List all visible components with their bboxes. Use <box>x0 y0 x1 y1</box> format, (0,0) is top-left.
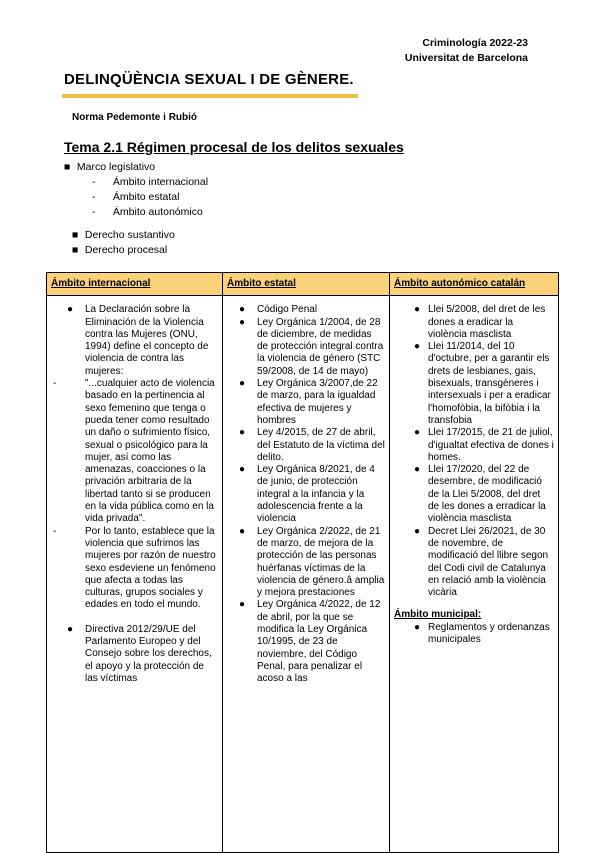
bullet-icon: ● <box>239 525 246 537</box>
outline-subitem-label: Ámbito autonómico <box>112 206 203 218</box>
bullet-icon: ● <box>239 464 246 476</box>
outline-subitem-label: Ámbito internacional <box>112 176 209 188</box>
outline-item-label: Marco legislativo <box>76 161 156 173</box>
dash-icon: - <box>92 206 96 218</box>
bullet-icon: ● <box>414 341 421 353</box>
bullet-icon: ● <box>414 525 421 537</box>
list-item: ● Llei 17/2015, de 21 de juliol, d'igualtat efectiva de dones i homes. <box>414 427 554 463</box>
bullet-icon: ● <box>414 427 421 439</box>
list-item: ● Decret Llei 26/2021, de 30 de novembre, de modificació del llibre segon del Codi civil de Catalunya en relació amb la violència vicària <box>414 525 549 599</box>
cell-catalan <box>390 296 559 853</box>
dash-icon: - <box>92 176 96 188</box>
list-item: ● Ley Orgánica 2/2022, de 21 de marzo, de mejora de la protección de las personas huérfanas víctimas de la violencia de género.â amplia y mejora prestaciones <box>239 525 385 599</box>
outline-subitem <box>64 175 208 190</box>
outline-item <box>64 160 208 175</box>
bullet-icon: ● <box>414 621 421 633</box>
list-item: ● Ley Orgánica 4/2022, de 12 de abril, por la que se modifica la Ley Orgánica 10/1995, de 23 de noviembre, del Código Penal, para penalizar el acoso a las <box>239 599 381 685</box>
square-bullet-icon: ■ <box>72 229 79 241</box>
outline-item <box>64 228 208 243</box>
table-row <box>47 296 559 853</box>
title-underline <box>62 94 358 98</box>
list-item: - Por lo tanto, establece que la violencia que sufrimos las mujeres por razón de nuestro sexo esdeviene un fenómeno que afecta a todas las culturas, grupos sociales y edades en todo el mundo. <box>53 525 216 611</box>
list-item: ● Llei 5/2008, del dret de les dones a eradicar la violència masclista <box>414 304 546 340</box>
author-name: Norma Pedemonte i Rubió <box>72 112 198 123</box>
bullet-icon: ● <box>67 623 74 635</box>
dash-icon: - <box>92 191 96 203</box>
bullet-icon: ● <box>239 378 246 390</box>
list-item: ● Código Penal <box>239 304 318 316</box>
cell-state <box>223 296 390 853</box>
bullet-icon: ● <box>239 304 246 316</box>
section-title: Tema 2.1 Régimen procesal de los delitos sexuales <box>64 139 404 155</box>
header-international: Ámbito internacional <box>47 273 223 296</box>
outline-item-label: Derecho sustantivo <box>84 229 175 241</box>
list-item: ● Ley Orgánica 8/2021, de 4 de junio, de protección integral a la infancia y la adolescencia frente a la violencia <box>239 464 375 525</box>
course-name: Criminología 2022-23 <box>422 37 528 49</box>
dash-icon: - <box>53 525 57 537</box>
list-item: ● Llei 17/2020, del 22 de desembre, de modificació de la Llei 5/2008, del dret de les dones a erradicar la violència masclista <box>414 464 546 525</box>
list-item: ● Ley Orgánica 3/2007,de 22 de marzo, para la igualdad efectiva de mujeres y hombres <box>239 378 378 426</box>
bullet-icon: ● <box>239 316 246 328</box>
outline-subitem-label: Ámbito estatal <box>112 191 180 203</box>
municipal-heading: Ámbito municipal: <box>394 609 482 621</box>
table-header-row <box>47 273 559 296</box>
header-catalan: Ámbito autonómico catalán <box>390 273 559 296</box>
cell-international <box>47 296 223 853</box>
outline-list <box>64 160 208 258</box>
outline-subitem <box>64 190 208 205</box>
square-bullet-icon: ■ <box>72 244 79 256</box>
list-item: ● Ley Orgánica 1/2004, de 28 de diciembre, de medidas de protección integral contra la violencia de género (STC 59/2008, de 14 de mayo) <box>239 316 384 377</box>
dash-icon: - <box>53 378 57 390</box>
document-title: DELINQÜÈNCIA SEXUAL I DE GÈNERE. <box>64 71 354 88</box>
bullet-icon: ● <box>239 427 246 439</box>
list-item: ● Ley 4/2015, de 27 de abril, del Estatuto de la víctima del delito. <box>239 427 385 463</box>
list-item: ● Reglamentos y ordenanzas municipales <box>414 621 550 646</box>
bullet-icon: ● <box>239 599 246 611</box>
outline-subitem <box>64 205 208 220</box>
bullet-icon: ● <box>67 304 74 316</box>
bullet-icon: ● <box>414 304 421 316</box>
bullet-icon: ● <box>414 464 421 476</box>
list-item: - "...cualquier acto de violencia basado en la pertinencia al sexo femenino que tenga o pueda tener como resultado un daño o sufrimiento físico, sexual o psicológico para la mujer, así como las amenazas, coacciones o la privación arbitraria de la libertad tanto si se producen en la vida pública como en la vida privada". <box>53 378 215 525</box>
legislation-table <box>46 272 559 853</box>
university-name: Universitat de Barcelona <box>404 52 528 64</box>
list-item: ● La Declaración sobre la Eliminación de la Violencia contra las Mujeres (ONU, 1994) define el concepto de violencia de contra las mujeres: <box>67 304 209 377</box>
course-header <box>405 36 528 66</box>
outline-item-label: Derecho procesal <box>84 244 168 256</box>
list-item: ● Llei 11/2014, del 10 d'octubre, per a garantir els drets de lesbianes, gais, bisexuals, transgèneres i intersexuals i per a eradicar l'homofòbia, la bifòbia i la transfobia <box>414 341 551 426</box>
outline-item <box>64 243 208 258</box>
square-bullet-icon: ■ <box>64 161 71 173</box>
header-state: Ámbito estatal <box>223 273 390 296</box>
list-item: ● Directiva 2012/29/UE del Parlamento Europeo y del Consejo sobre los derechos, el apoyo y la protección de las víctimas <box>67 623 212 684</box>
